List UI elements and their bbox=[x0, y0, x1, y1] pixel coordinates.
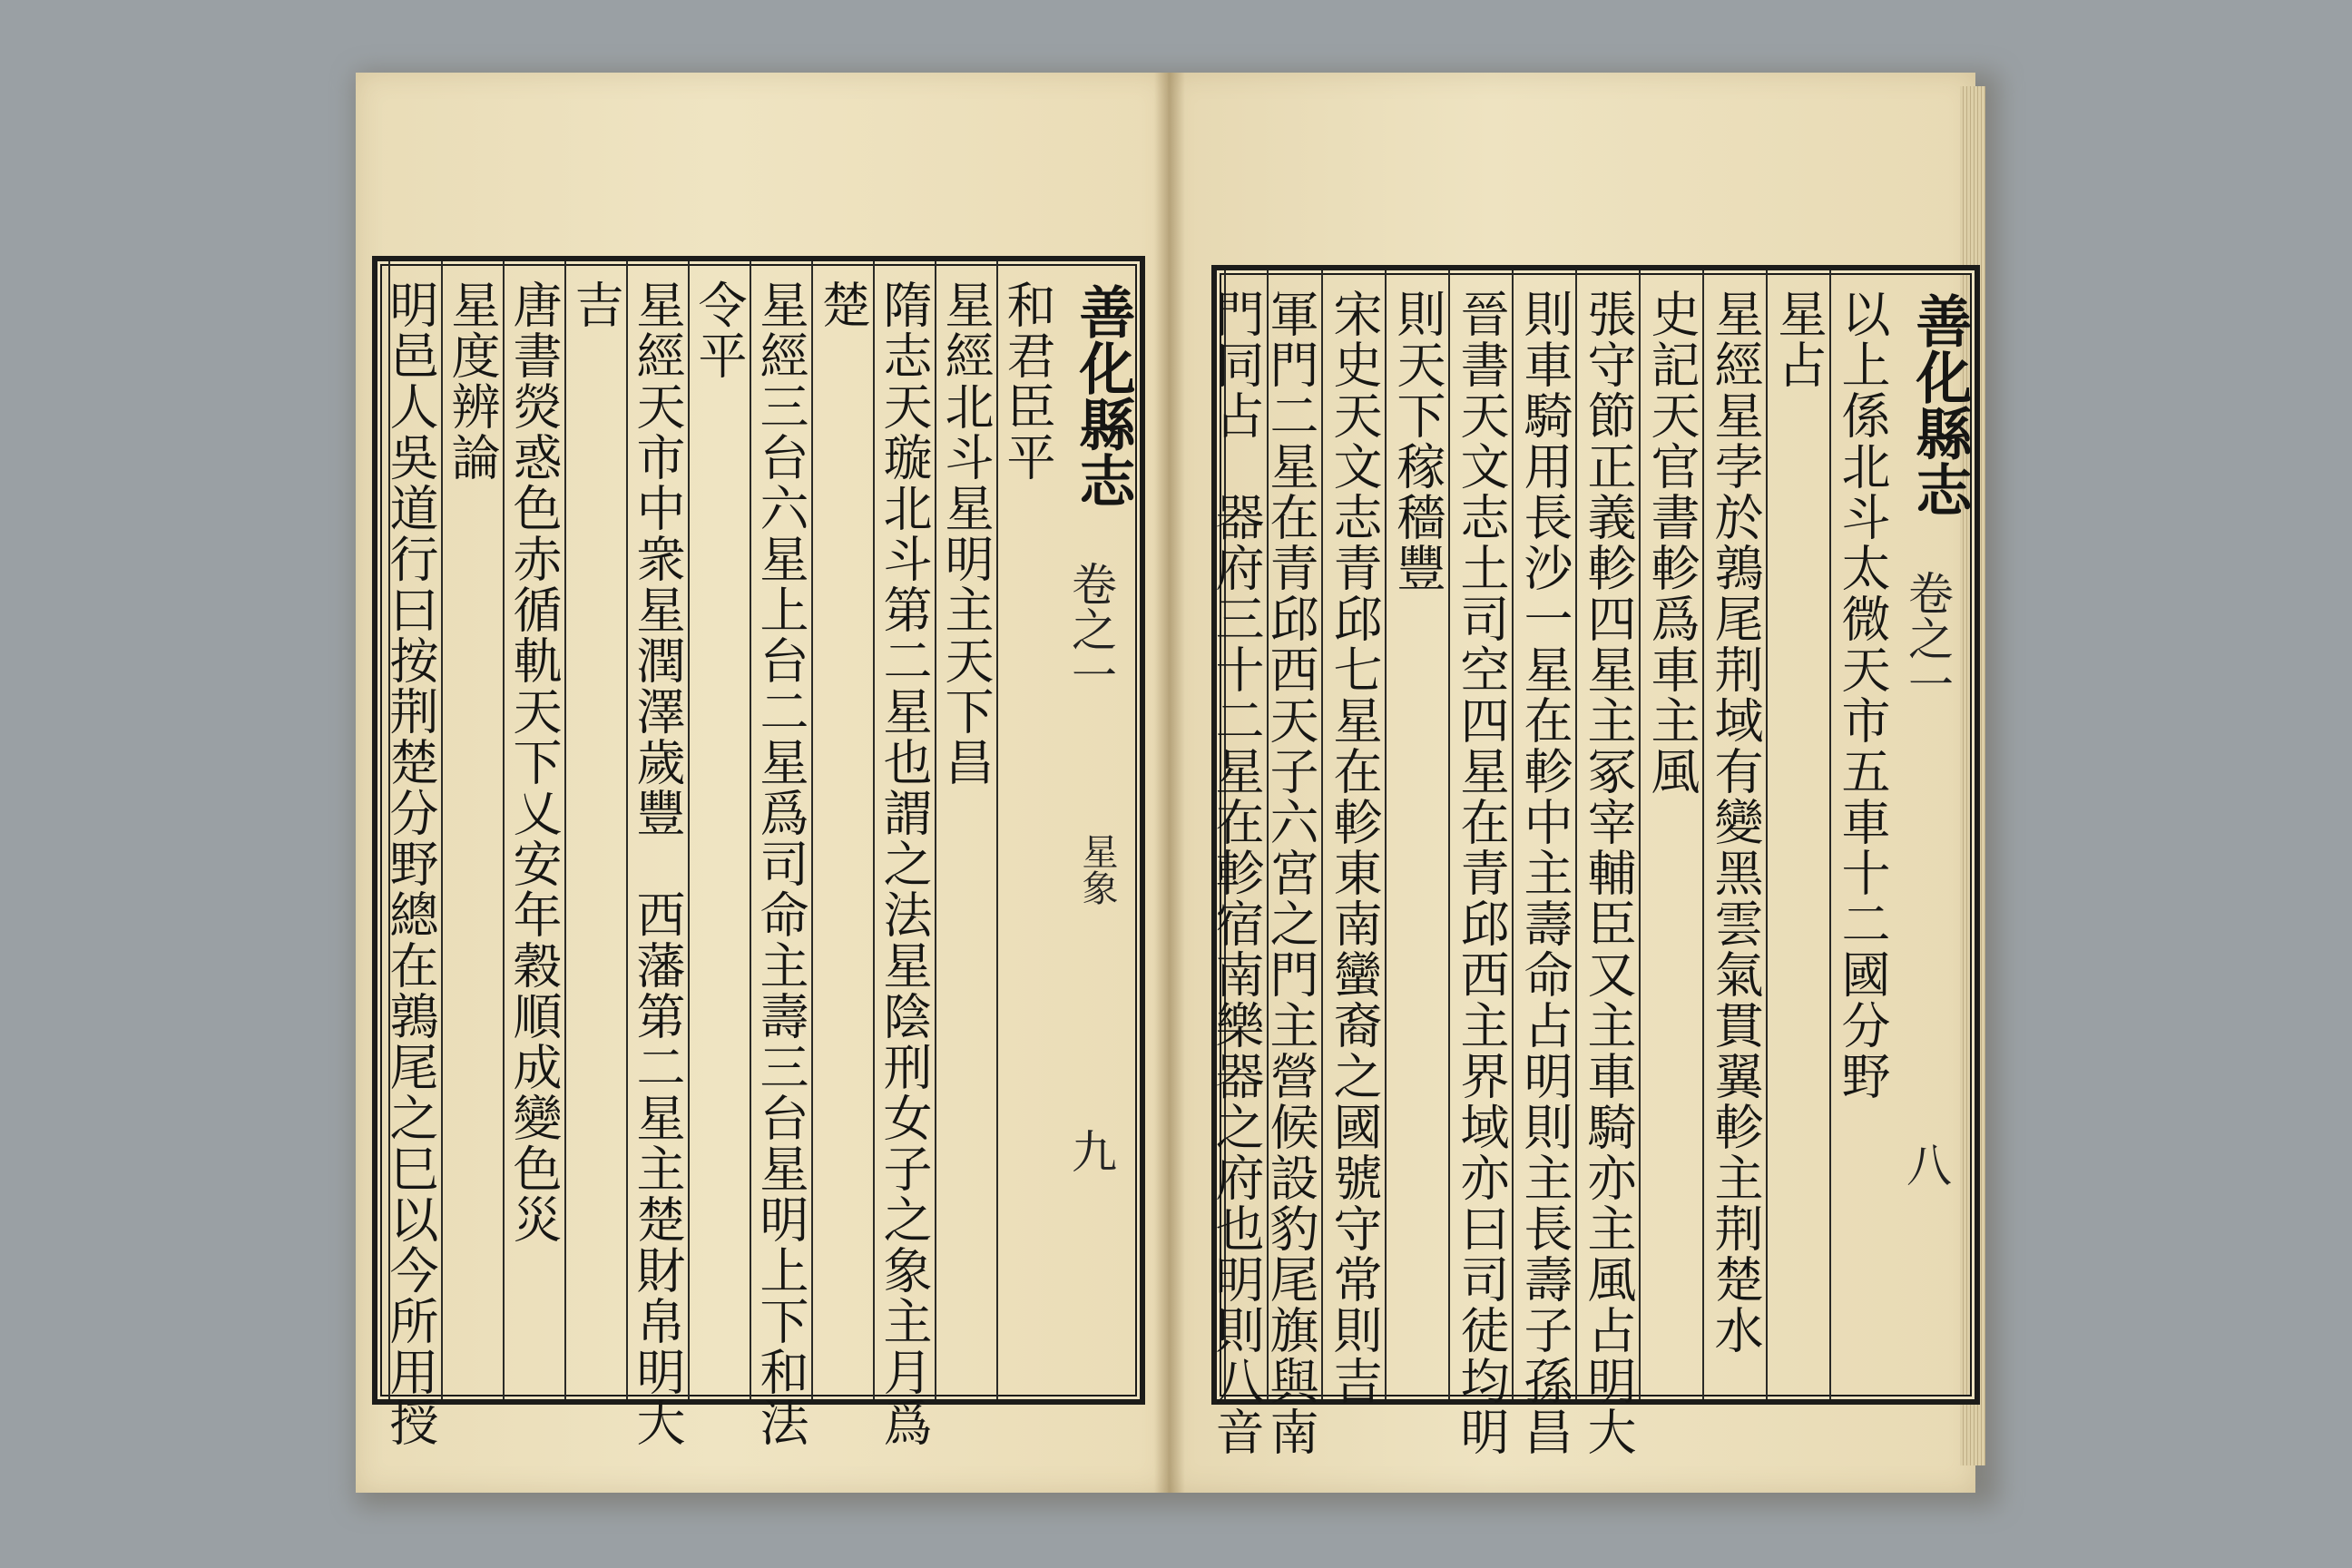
left-col-2: 星經北斗星明主天下昌 bbox=[935, 261, 996, 1399]
right-col-8: 則天下稼穡豐 bbox=[1385, 270, 1448, 1399]
left-margin-volume: 卷之一 bbox=[1064, 561, 1117, 697]
left-col-8: 吉 bbox=[564, 261, 626, 1399]
left-margin-title: 善化縣志 bbox=[1070, 283, 1136, 508]
left-margin-section: 星象 bbox=[1076, 833, 1118, 906]
book-gutter bbox=[1154, 73, 1185, 1493]
right-col-4: 史記天官書軫爲車主風 bbox=[1639, 270, 1702, 1399]
left-col-10: 星度辨論 bbox=[441, 261, 503, 1399]
right-col-10: 軍門二星在青邱西天子六宮之門主營候設豹尾旗與南 bbox=[1267, 270, 1321, 1399]
left-text-frame bbox=[372, 256, 1145, 1448]
right-text-frame bbox=[1208, 265, 1980, 1457]
right-col-9: 宋史天文志青邱七星在軫東南蠻裔之國號守常則吉 bbox=[1321, 270, 1385, 1399]
left-col-4: 楚 bbox=[811, 261, 873, 1399]
left-col-7: 星經天市中衆星潤澤歲豐 西藩第二星主楚財帛明大 bbox=[626, 261, 688, 1399]
right-col-5: 張守節正義軫四星主冢宰輔臣又主車騎亦主風占明大 bbox=[1575, 270, 1639, 1399]
right-page-number: 八 bbox=[1899, 1142, 1952, 1187]
right-col-11: 門同占 器府三十二星在軫宿南樂器之府也明則八音 bbox=[1224, 270, 1267, 1399]
right-col-6: 則車騎用長沙一星在軫中主壽命占明則主長壽子孫昌 bbox=[1512, 270, 1575, 1399]
right-col-3: 星經星孛於鶉尾荆域有變黑雲氣貫翼軫主荆楚水 bbox=[1702, 270, 1766, 1399]
left-col-11: 明邑人吳道行曰按荆楚分野總在鶉尾之巳以今所用授 bbox=[388, 261, 441, 1399]
right-col-2: 星占 bbox=[1766, 270, 1829, 1399]
left-col-6: 令平 bbox=[688, 261, 750, 1399]
left-col-9: 唐書熒惑色赤循軌天下乂安年穀順成變色災 bbox=[503, 261, 564, 1399]
left-page-number: 九 bbox=[1064, 1128, 1117, 1173]
left-col-5: 星經三台六星上台二星爲司命主壽三台星明上下和法 bbox=[750, 261, 811, 1399]
left-col-3: 隋志天璇北斗第二星也謂之法星陰刑女子之象主月爲 bbox=[873, 261, 935, 1399]
right-col-1: 以上係北斗太微天市五車十二國分野 bbox=[1829, 270, 1893, 1399]
right-margin-volume: 卷之一 bbox=[1901, 570, 1954, 706]
left-col-1: 和君臣平 bbox=[996, 261, 1058, 1399]
right-col-7: 晉書天文志土司空四星在青邱西主界域亦曰司徒均明 bbox=[1448, 270, 1512, 1399]
right-margin-title: 善化縣志 bbox=[1906, 292, 1973, 517]
